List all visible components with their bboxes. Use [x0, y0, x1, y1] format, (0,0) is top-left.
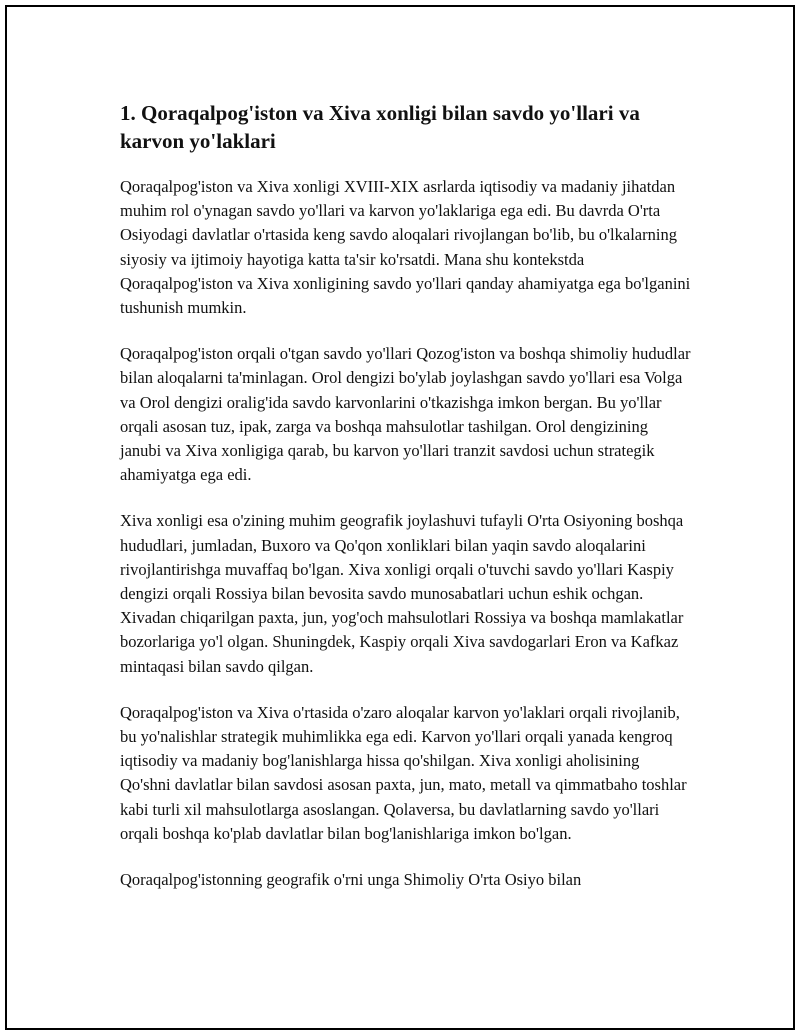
document-body: [120, 99, 692, 914]
paragraph-4: Qoraqalpog'iston va Xiva o'rtasida o'zaro aloqalar karvon yo'laklari orqali rivojlanib, bu yo'nalishlar strategik muhimlikka ega edi. Karvon yo'llari orqali yanada kengroq iqtisodiy va madaniy bog'lanishlarga hissa qo'shilgan. Xiva xonligi aholisining Qo'shni davlatlar bilan savdosi asosan paxta, jun, mato, metall va qimmatbaho toshlar kabi turli xil mahsulotlarga asoslangan. Qolaversa, bu davlatlarning savdo yo'llari orqali boshqa ko'plab davlatlar bilan bog'lanishlariga imkon bo'lgan.: [120, 702, 687, 843]
paragraph-3: Xiva xonligi esa o'zining muhim geografik joylashuvi tufayli O'rta Osiyoning boshqa hududlari, jumladan, Buxoro va Qo'qon xonliklari bilan yaqin savdo aloqalarini rivojlantirishga muvaffaq bo'lgan. Xiva xonligi orqali o'tuvchi savdo yo'llari Kaspiy dengizi orqali Rossiya bilan bevosita savdo munosabatlari uchun eshik ochgan. Xivadan chiqarilgan paxta, jun, yog'och mahsulotlari Rossiya va boshqa mamlakatlar bozorlariga yo'l olgan. Shuningdek, Kaspiy orqali Xiva savdogarlari Eron va Kafkaz mintaqasi bilan savdo qilgan.: [120, 511, 684, 676]
paragraph-1: Qoraqalpog'iston va Xiva xonligi XVIII-XIX asrlarda iqtisodiy va madaniy jihatdan muhim rol o'ynagan savdo yo'llari va karvon yo'laklariga ega edi. Bu davrda O'rta Osiyodagi davlatlar o'rtasida keng savdo aloqalari rivojlangan bo'lib, bu o'lkalarning siyosiy va ijtimoiy hayotiga katta ta'sir ko'rsatdi. Mana shu kontekstda Qoraqalpog'iston va Xiva xonligining savdo yo'llari qanday ahamiyatga ega bo'lganini tushunish mumkin.: [120, 177, 691, 318]
page-frame: [5, 5, 795, 1030]
section-heading: 1. Qoraqalpog'iston va Xiva xonligi bilan savdo yo'llari va karvon yo'laklari: [120, 101, 640, 153]
paragraph-2: Qoraqalpog'iston orqali o'tgan savdo yo'llari Qozog'iston va boshqa shimoliy hududlar bilan aloqalarni ta'minlagan. Orol dengizi bo'ylab joylashgan savdo yo'llari esa Volga va Orol dengizi oralig'ida savdo karvonlarini o'tkazishga imkon bergan. Bu yo'llar orqali asosan tuz, ipak, zarga va boshqa mahsulotlar tashilgan. Orol dengizining janubi va Xiva xonligiga qarab, bu karvon yo'llari tranzit savdosi uchun strategik ahamiyatga ega edi.: [120, 344, 691, 485]
paragraph-5: Qoraqalpog'istonning geografik o'rni unga Shimoliy O'rta Osiyo bilan: [120, 870, 582, 890]
